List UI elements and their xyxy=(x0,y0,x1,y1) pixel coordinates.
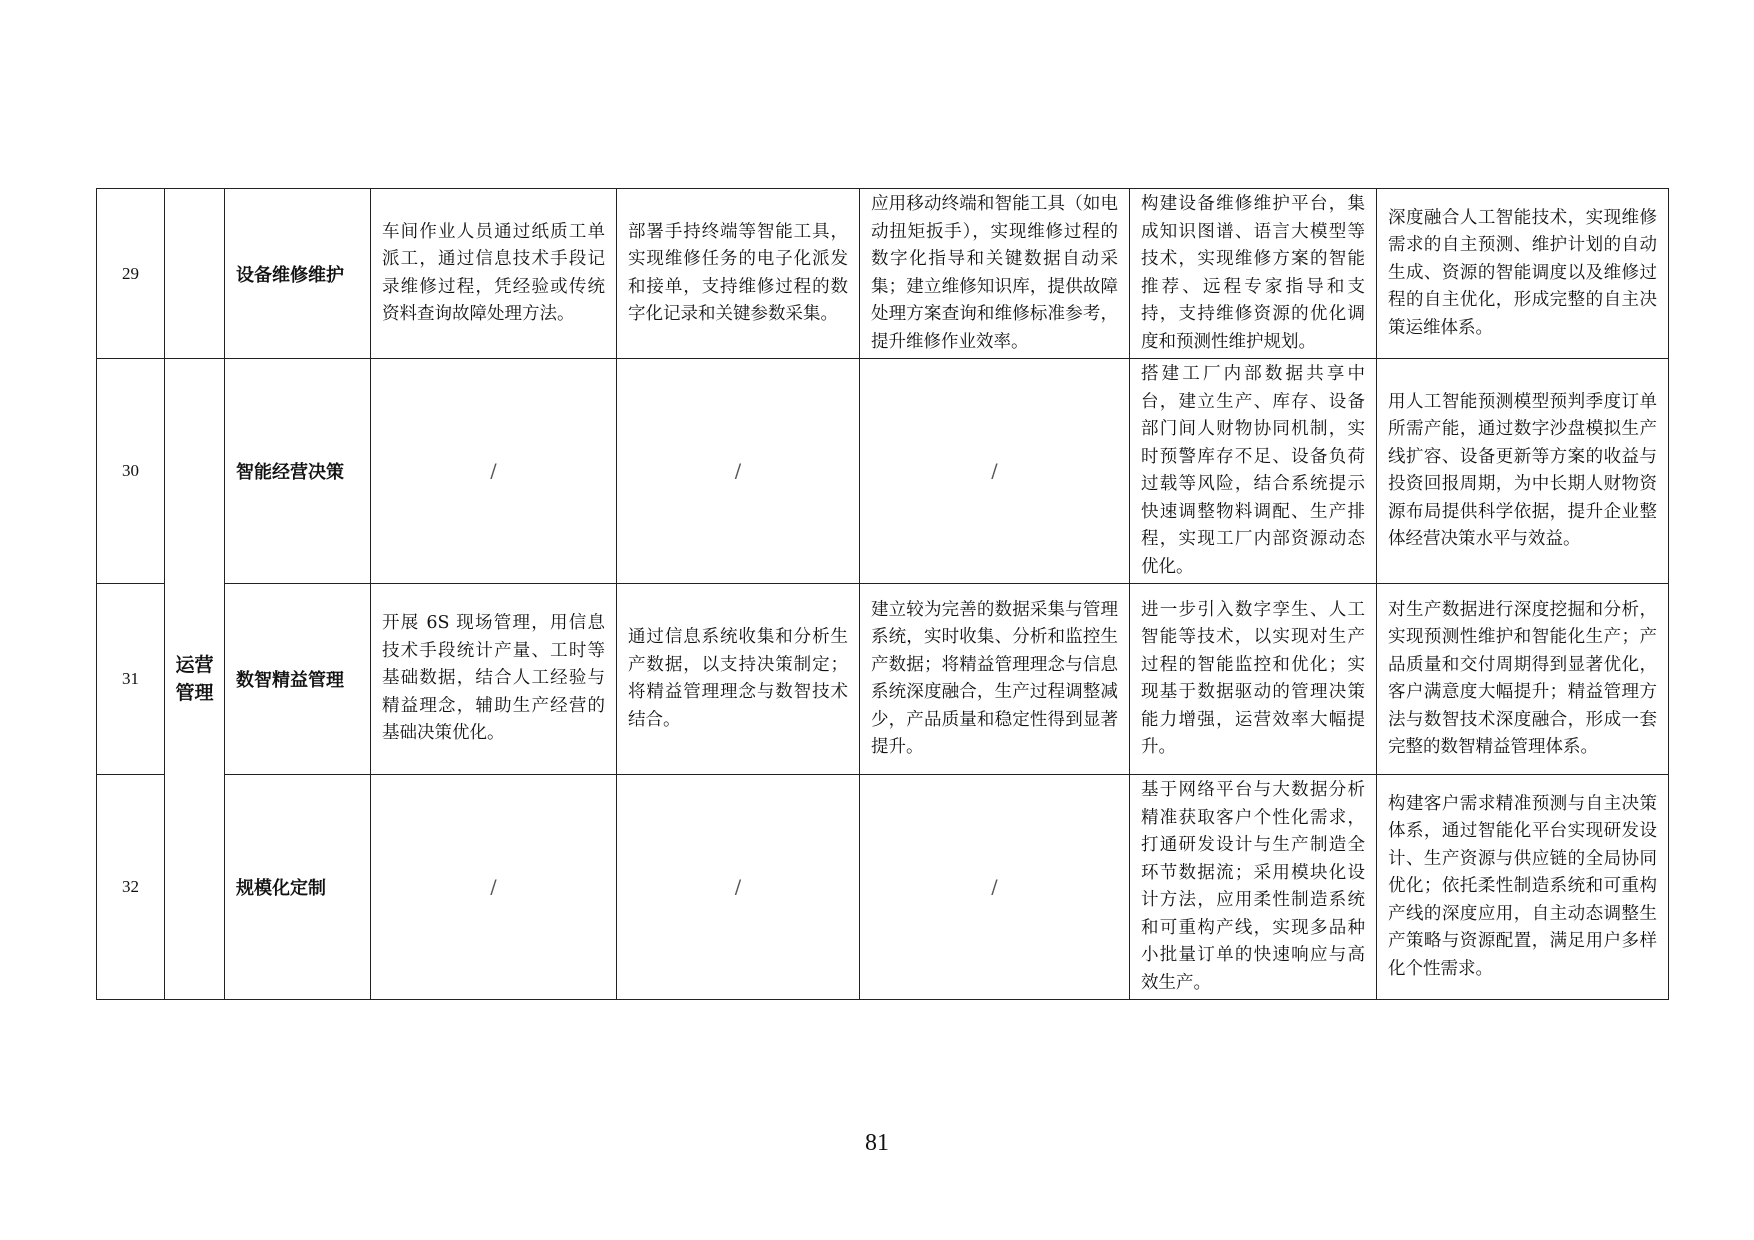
row-number: 31 xyxy=(97,584,165,775)
item-name: 设备维修维护 xyxy=(225,189,371,359)
level-1-cell: 车间作业人员通过纸质工单派工，通过信息技术手段记录维修过程，凭经验或传统资料查询故障处理方法。 xyxy=(371,189,617,359)
table-row xyxy=(97,359,1669,584)
level-3-cell: / xyxy=(860,359,1130,584)
level-3-cell: / xyxy=(860,775,1130,1000)
level-2-cell: / xyxy=(617,359,860,584)
level-5-cell: 对生产数据进行深度挖掘和分析，实现预测性维护和智能化生产；产品质量和交付周期得到显著优化，客户满意度大幅提升；精益管理方法与数智技术深度融合，形成一套完整的数智精益管理体系。 xyxy=(1377,584,1669,775)
page-number: 81 xyxy=(865,1130,889,1156)
level-4-cell: 基于网络平台与大数据分析精准获取客户个性化需求，打通研发设计与生产制造全环节数据流；采用模块化设计方法，应用柔性制造系统和可重构产线，实现多品种小批量订单的快速响应与高效生产。 xyxy=(1130,775,1377,1000)
item-name: 智能经营决策 xyxy=(225,359,371,584)
level-1-cell: / xyxy=(371,359,617,584)
level-2-cell: 通过信息系统收集和分析生产数据，以支持决策制定；将精益管理理念与数智技术结合。 xyxy=(617,584,860,775)
table-row xyxy=(97,584,1669,775)
table-row xyxy=(97,189,1669,359)
item-name: 数智精益管理 xyxy=(225,584,371,775)
level-5-cell: 构建客户需求精准预测与自主决策体系，通过智能化平台实现研发设计、生产资源与供应链的全局协同优化；依托柔性制造系统和可重构产线的深度应用，自主动态调整生产策略与资源配置，满足用户多样化个性需求。 xyxy=(1377,775,1669,1000)
level-4-cell: 进一步引入数字孪生、人工智能等技术，以实现对生产过程的智能监控和优化；实现基于数据驱动的管理决策能力增强，运营效率大幅提升。 xyxy=(1130,584,1377,775)
level-2-cell: 部署手持终端等智能工具，实现维修任务的电子化派发和接单，支持维修过程的数字化记录和关键参数采集。 xyxy=(617,189,860,359)
category-label: 运营管理 xyxy=(175,654,214,704)
level-3-cell: 建立较为完善的数据采集与管理系统，实时收集、分析和监控生产数据；将精益管理理念与信息系统深度融合，生产过程调整减少，产品质量和稳定性得到显著提升。 xyxy=(860,584,1130,775)
row-number: 32 xyxy=(97,775,165,1000)
level-1-cell: / xyxy=(371,775,617,1000)
level-5-cell: 深度融合人工智能技术，实现维修需求的自主预测、维护计划的自动生成、资源的智能调度以及维修过程的自主优化，形成完整的自主决策运维体系。 xyxy=(1377,189,1669,359)
level-3-cell: 应用移动终端和智能工具（如电动扭矩扳手），实现维修过程的数字化指导和关键数据自动采集；建立维修知识库，提供故障处理方案查询和维修标准参考，提升维修作业效率。 xyxy=(860,189,1130,359)
row-number: 30 xyxy=(97,359,165,584)
level-4-cell: 搭建工厂内部数据共享中台，建立生产、库存、设备部门间人财物协同机制，实时预警库存不足、设备负荷过载等风险，结合系统提示快速调整物料调配、生产排程，实现工厂内部资源动态优化。 xyxy=(1130,359,1377,584)
level-1-cell: 开展 6S 现场管理，用信息技术手段统计产量、工时等基础数据，结合人工经验与精益理念，辅助生产经营的基础决策优化。 xyxy=(371,584,617,775)
level-4-cell: 构建设备维修维护平台，集成知识图谱、语言大模型等技术，实现维修方案的智能推荐、远程专家指导和支持，支持维修资源的优化调度和预测性维护规划。 xyxy=(1130,189,1377,359)
capability-table xyxy=(96,188,1669,1000)
category-cell-empty xyxy=(165,189,225,359)
level-5-cell: 用人工智能预测模型预判季度订单所需产能，通过数字沙盘模拟生产线扩容、设备更新等方案的收益与投资回报周期，为中长期人财物资源布局提供科学依据，提升企业整体经营决策水平与效益。 xyxy=(1377,359,1669,584)
level-2-cell: / xyxy=(617,775,860,1000)
table-row xyxy=(97,775,1669,1000)
row-number: 29 xyxy=(97,189,165,359)
item-name: 规模化定制 xyxy=(225,775,371,1000)
category-cell xyxy=(165,359,225,1000)
